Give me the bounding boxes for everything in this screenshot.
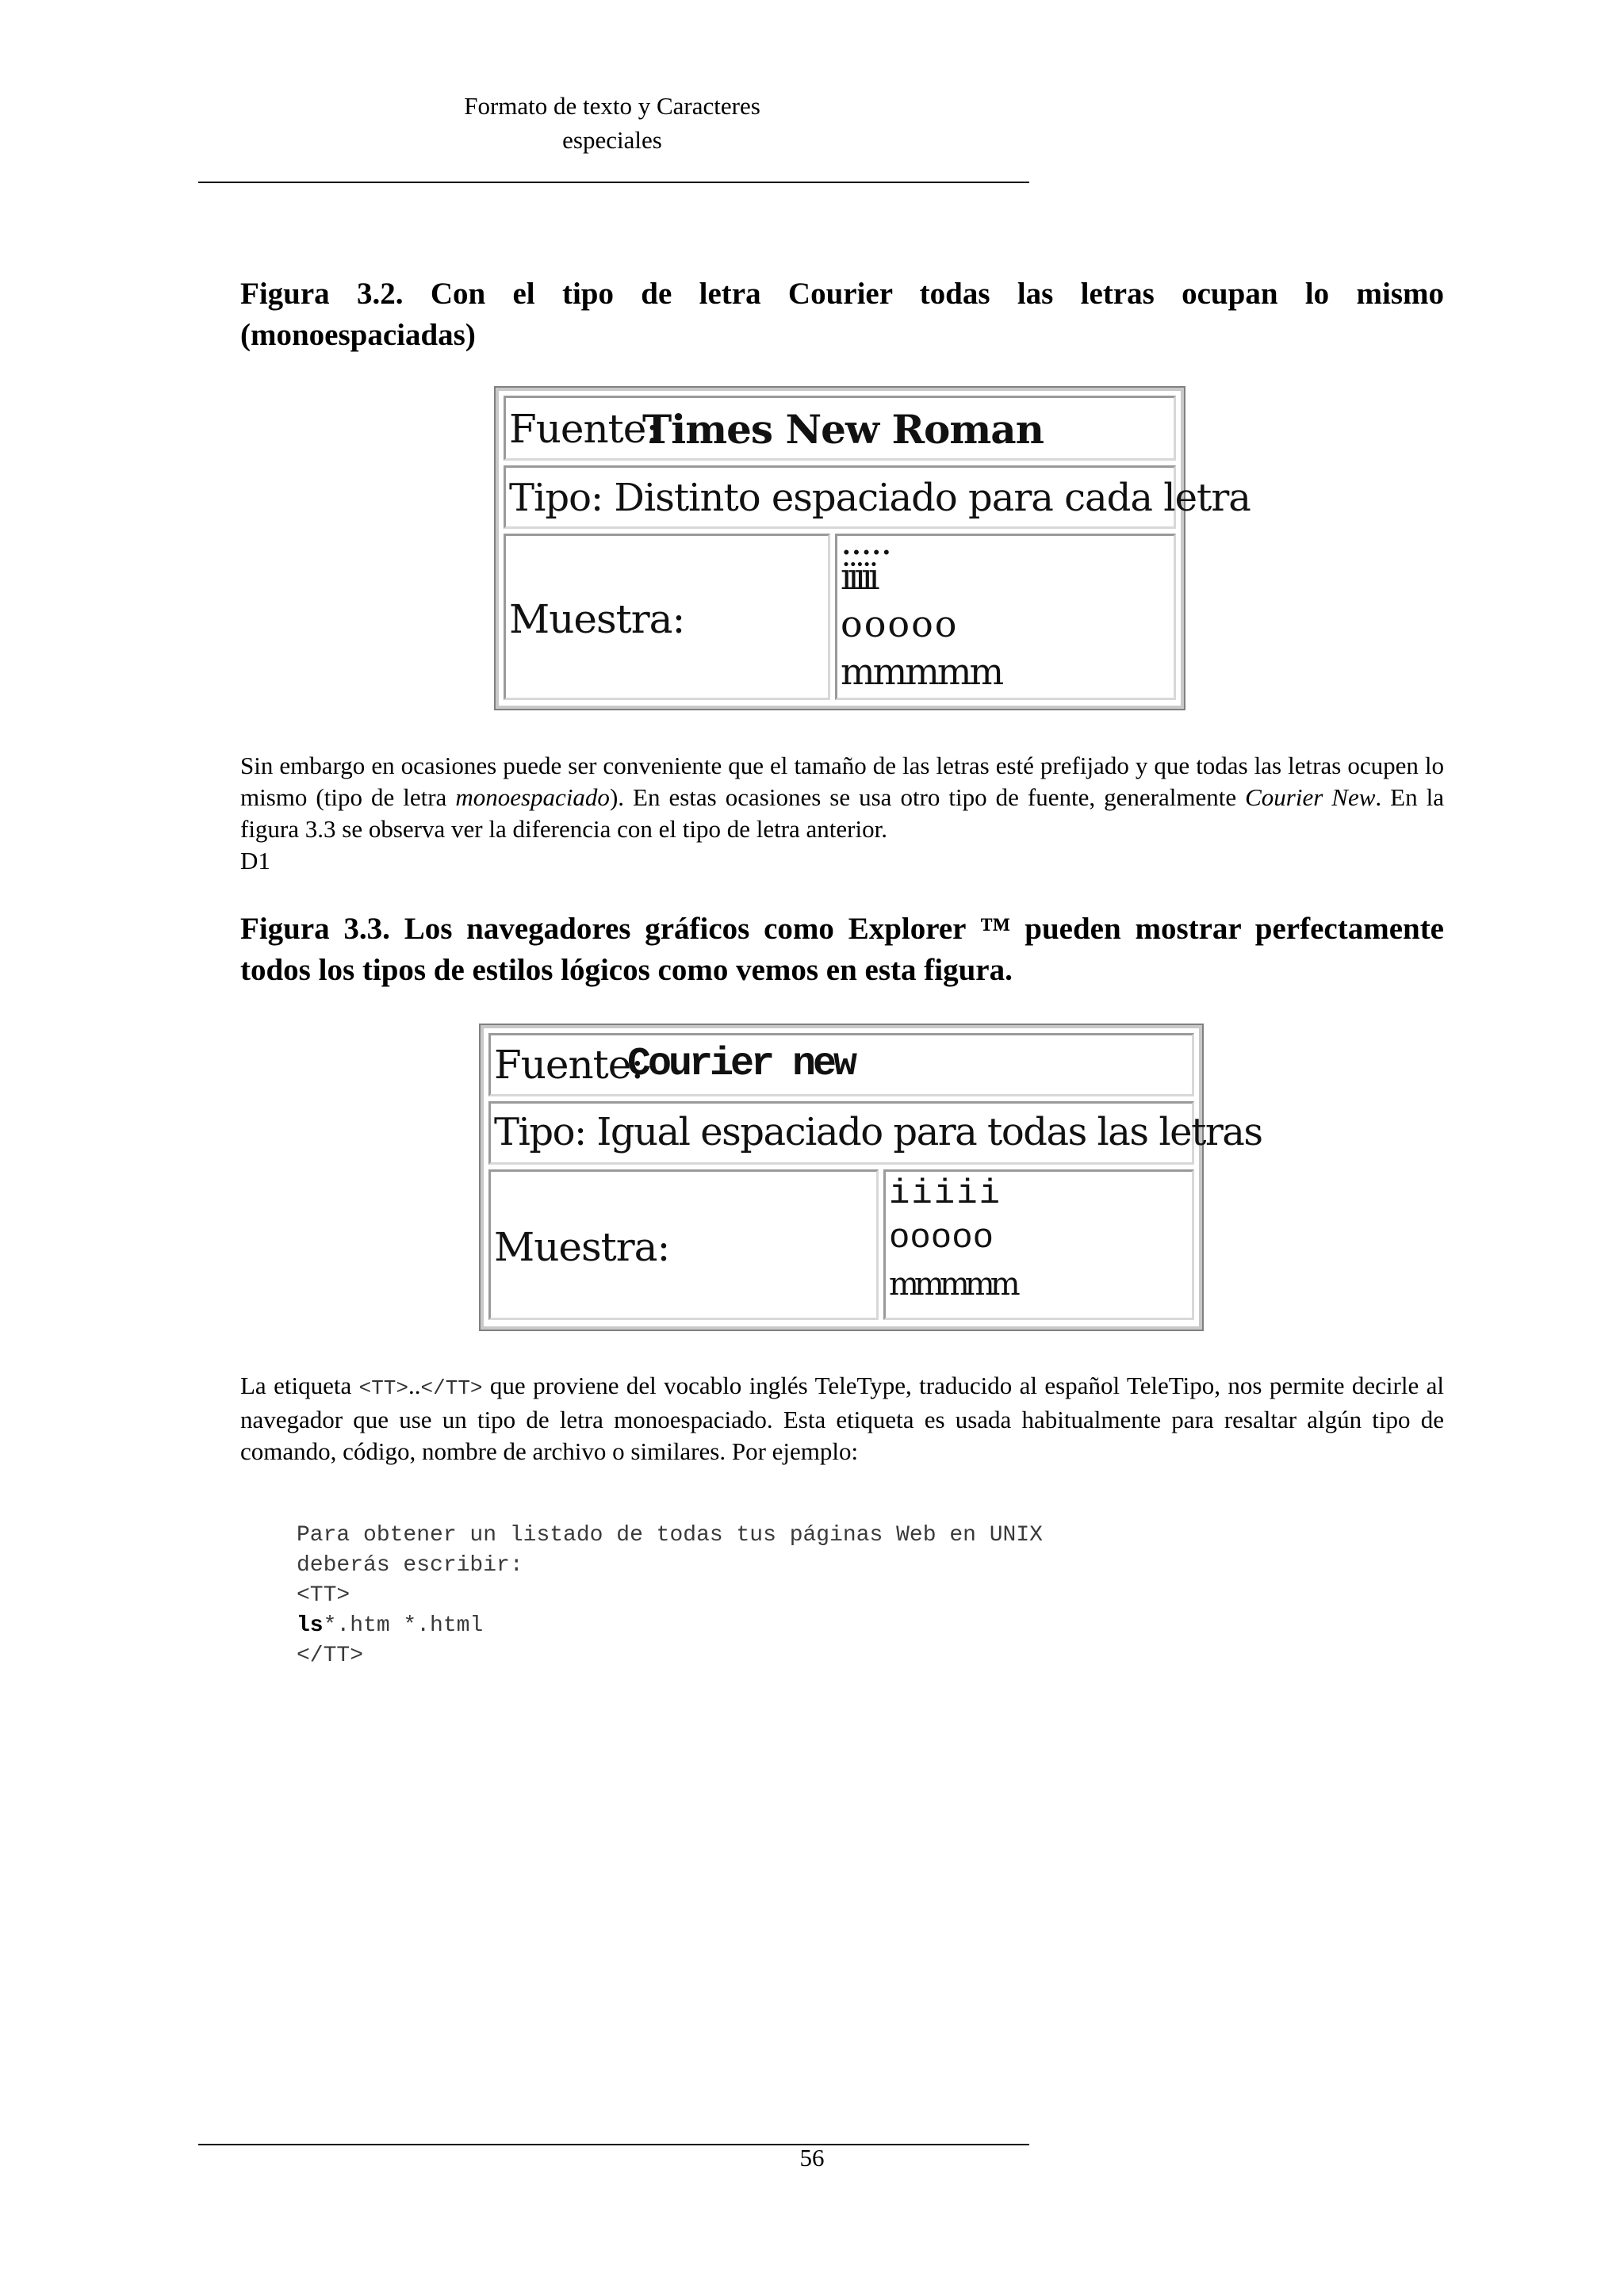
figure-3-3-image (481, 1025, 1262, 1330)
sample-o: ooooo (889, 1219, 994, 1258)
code-line4-args: *.htm *.html (323, 1613, 484, 1638)
type-text: Tipo: Distinto espaciado para cada letra (509, 476, 1251, 520)
header-rule (198, 182, 1029, 183)
paragraph1-part1: Sin embargo en ocasiones puede ser conveniente que el tamaño de las letras esté prefijado y que todas las letras ocupen lo mismo (tipo de letra (240, 752, 1444, 811)
code-line4 (297, 1611, 1043, 1641)
font-row (488, 1033, 1194, 1096)
figure-3-2-caption-line1: Figura 3.2. Con el tipo de letra Courier todas las letras ocupan lo mismo (240, 277, 1444, 311)
type-row (504, 465, 1251, 529)
sample-i: iiiii (889, 1174, 1002, 1214)
sample-label-cell (504, 534, 830, 700)
sample-o: ooooo (841, 603, 959, 645)
sample-values-cell (883, 1169, 1194, 1320)
paragraph1-italic1: monoespaciado (455, 783, 610, 811)
header-title-line1: Formato de texto y Caracteres (464, 92, 760, 120)
font-row (504, 396, 1176, 461)
figure-3-2-caption-line2: (monoespaciadas) (240, 318, 476, 352)
sample-label-cell (488, 1169, 879, 1320)
font-label: Fuente: (509, 406, 659, 452)
sample-values-cell (835, 520, 1176, 700)
type-text: Tipo: Igual espaciado para todas las letras (494, 1110, 1262, 1154)
paragraph2-sep: .. (408, 1372, 421, 1399)
page-number: 56 (799, 2144, 825, 2172)
paragraph1-part2: ). En estas ocasiones se usa otro tipo de fuente, generalmente (609, 783, 1246, 811)
sample-dots: ..... (841, 520, 891, 563)
figure-3-3-caption: Figura 3.3. Los navegadores gráficos como Explorer ™ pueden mostrar perfectamente todos los tipos de estilos lógicos como vemos en esta figura. (240, 912, 1444, 987)
sample-m: mmmmm (841, 650, 1002, 693)
paragraph1-tag: D1 (240, 847, 270, 874)
figure-3-2-caption (240, 274, 1444, 356)
paragraph-tt-tag (240, 1370, 1444, 1468)
code-line4-command: ls (297, 1613, 324, 1638)
sample-label: Muestra: (509, 596, 685, 642)
sample-label: Muestra: (494, 1224, 670, 1270)
paragraph1-italic2: Courier New (1245, 783, 1376, 811)
figure-3-2-image (496, 388, 1251, 709)
font-label: Fuente: (494, 1042, 644, 1088)
page-header (198, 89, 1026, 157)
sample-i: iiiii (841, 555, 875, 598)
header-title-line2: especiales (562, 126, 662, 154)
tt-open-tag: <TT> (358, 1376, 409, 1400)
code-line3: <TT> (297, 1583, 350, 1608)
code-line1: Para obtener un listado de todas tus páginas Web en UNIX (297, 1523, 1043, 1548)
font-value: Courier new (627, 1042, 855, 1087)
code-example (297, 1521, 1043, 1671)
sample-m: mmmmm (889, 1266, 1016, 1303)
type-row (488, 1101, 1262, 1165)
paragraph2-part1: La etiqueta (240, 1372, 359, 1399)
paragraph2-part2: que proviene del vocablo inglés TeleType, traducido al español TeleTipo, nos permite decirle al navegador que use un tipo de letra monoespaciado. Esta etiqueta es usada habitualmente para resaltar algún tipo de comando, código, nombre de archivo o similares. Por ejemplo: (240, 1372, 1444, 1465)
paragraph1-part3: . En la figura 3.3 se observa ver la diferencia con el tipo de letra anterior. (240, 783, 1445, 843)
paragraph-monospace-intro (240, 750, 1444, 877)
code-line2: deberás escribir: (297, 1553, 523, 1578)
code-line5: </TT> (297, 1644, 364, 1668)
tt-close-tag: </TT> (420, 1376, 483, 1400)
font-value: Times New Roman (642, 406, 1044, 453)
